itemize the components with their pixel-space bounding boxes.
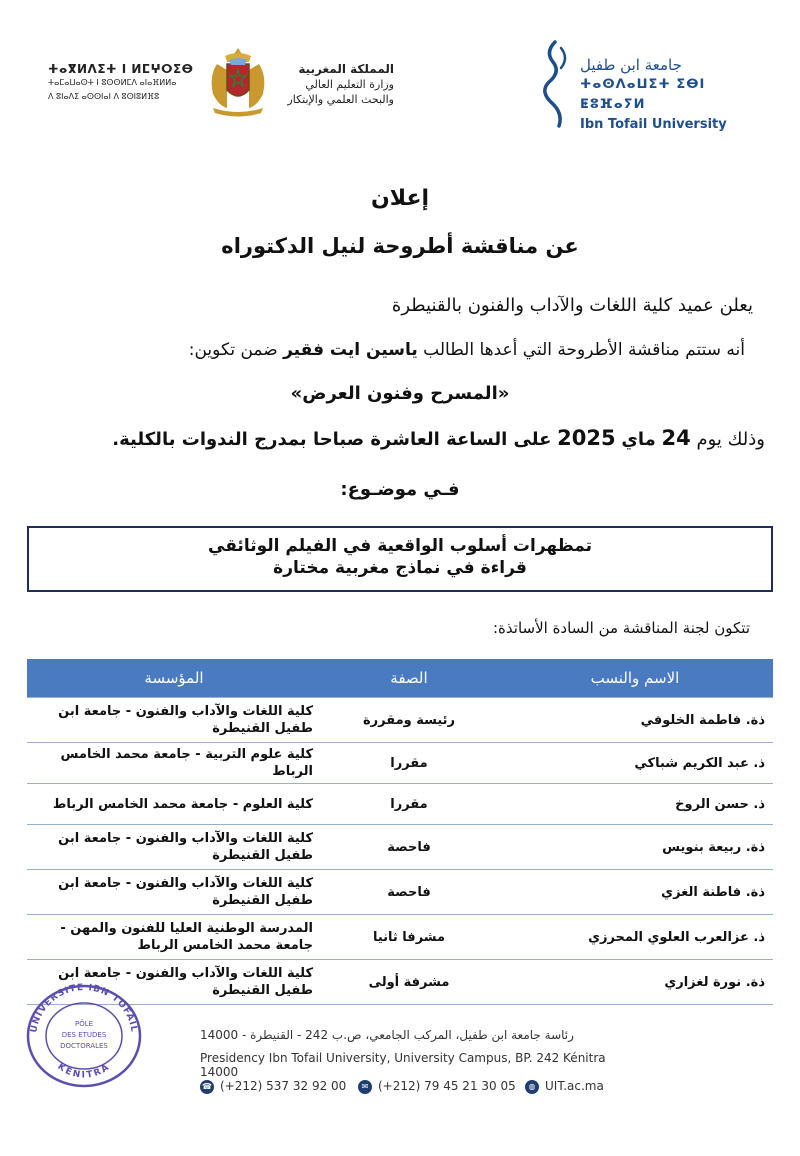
table-row xyxy=(27,743,773,784)
phone-icon: ☎ xyxy=(200,1080,214,1094)
page-title: إعلان xyxy=(370,186,430,211)
thesis-subject-line1: تمظهرات أسلوب الواقعية في الفيلم الوثائقي xyxy=(208,536,592,556)
stamp-inner-2: DES ETUDES xyxy=(61,1031,107,1039)
table-row xyxy=(27,784,773,825)
table-row xyxy=(27,870,773,915)
ministry-name-ar: المملكة المغربية وزارة التعليم العالي والبحث العلمي والإبتكار xyxy=(287,62,394,106)
date-line: وذلك يوم 24 ماي 2025 على الساعة العاشرة صباحا بمدرج الندوات بالكلية. xyxy=(112,426,765,450)
footer-address-ar: رئاسة جامعة ابن طفيل، المركب الجامعي، ص.ب 242 - القنيطرة - 14000 xyxy=(200,1028,574,1042)
jury-role: فاحصة xyxy=(321,825,497,870)
jury-name: ذ. حسن الروخ xyxy=(497,784,773,825)
student-line: أنه ستتم مناقشة الأطروحة التي أعدها الطالب ياسين ايت فقير ضمن تكوين: xyxy=(188,340,745,360)
topic-label: فـي موضـوع: xyxy=(340,479,460,500)
program-name: «المسرح وفنون العرض» xyxy=(290,383,510,404)
defense-month: ماي xyxy=(621,429,656,450)
jury-institution: كلية اللغات والآداب والفنون - جامعة ابن طفيل القنيطرة xyxy=(27,960,321,1005)
table-row xyxy=(27,825,773,870)
jury-role: مشرفة أولى xyxy=(321,960,497,1005)
jury-role: مقررا xyxy=(321,784,497,825)
column-header-institution: المؤسسة xyxy=(27,659,321,698)
kingdom-emblem-icon xyxy=(205,46,271,118)
jury-institution: كلية العلوم - جامعة محمد الخامس الرباط xyxy=(27,784,321,825)
stamp-inner-1: PÔLE xyxy=(74,1020,94,1028)
stamp-bottom-text: KENITRA xyxy=(55,1061,113,1081)
university-logo-icon xyxy=(535,38,575,130)
globe-icon: ◍ xyxy=(525,1080,539,1094)
jury-role: مقررا xyxy=(321,743,497,784)
jury-institution: كلية اللغات والآداب والفنون - جامعة ابن طفيل القنيطرة xyxy=(27,870,321,915)
jury-table xyxy=(27,659,773,1005)
table-header-row xyxy=(27,659,773,698)
svg-text:KENITRA xyxy=(55,1062,112,1081)
column-header-role: الصفة xyxy=(321,659,497,698)
jury-name: ذة. ربيعة بنويس xyxy=(497,825,773,870)
phone-contact: ☎ (+212) 537 32 92 00 xyxy=(200,1077,346,1095)
jury-name: ذة. فاطنة الغزي xyxy=(497,870,773,915)
jury-name: ذ. عزالعرب العلوي المحرزي xyxy=(497,915,773,960)
table-row xyxy=(27,915,773,960)
doctoral-studies-stamp xyxy=(22,980,146,1090)
page-subtitle: عن مناقشة أطروحة لنيل الدكتوراه xyxy=(221,234,579,258)
tifinagh-ministry-name: ⵜⴰⴳⵍⴷⵉⵜ ⵏ ⵍⵎⵖⵔⵉⴱ ⵜⴰⵎⴰⵡⴰⵙⵜ ⵏ ⵓⵙⵙⵍⵎⴷ ⴰⵏⴰⴼⵍⵍⴰ ⴷ ⵓⵏⴰⴷⵉ ⴰⵙⵙⵏⴰⵏ ⴷ ⵓⵙⵏⵓⵍⴼⵓ xyxy=(48,62,194,101)
jury-name: ذة. فاطمة الخلوفي xyxy=(497,698,773,743)
thesis-subject-box xyxy=(27,526,773,592)
footer-address-en: Presidency Ibn Tofail University, University Campus, BP. 242 Kénitra 14000 xyxy=(200,1051,606,1079)
student-name: ياسين ايت فقير xyxy=(283,340,418,360)
table-row xyxy=(27,698,773,743)
jury-role: فاحصة xyxy=(321,870,497,915)
jury-institution: كلية علوم التربية - جامعة محمد الخامس الرباط xyxy=(27,743,321,784)
jury-institution: كلية اللغات والآداب والفنون - جامعة ابن طفيل القنيطرة xyxy=(27,825,321,870)
column-header-name: الاسم والنسب xyxy=(497,659,773,698)
fax-contact: ✉ (+212) 79 45 21 30 05 xyxy=(358,1077,516,1095)
website-contact[interactable]: ◍ UIT.ac.ma xyxy=(525,1077,604,1095)
thesis-subject-line2: قراءة في نماذج مغربية مختارة xyxy=(273,558,527,578)
stamp-top-text: UNIVERSITE IBN TOFAIL xyxy=(29,982,139,1034)
fax-icon: ✉ xyxy=(358,1080,372,1094)
jury-institution: المدرسة الوطنية العليا للفنون والمهن - جامعة محمد الخامس الرباط xyxy=(27,915,321,960)
committee-intro: تتكون لجنة المناقشة من السادة الأساتذة: xyxy=(492,619,750,637)
defense-year: 2025 xyxy=(557,426,616,450)
stamp-inner-3: DOCTORALES xyxy=(60,1042,108,1050)
dean-announcement-line: يعلن عميد كلية اللغات والآداب والفنون بالقنيطرة xyxy=(391,295,753,316)
jury-name: ذ. عبد الكريم شباكي xyxy=(497,743,773,784)
defense-day: 24 xyxy=(661,426,691,450)
jury-institution: كلية اللغات والآداب والفنون - جامعة ابن طفيل القنيطرة xyxy=(27,698,321,743)
university-names: جامعة ابن طفيل ⵜⴰⵙⴷⴰⵡⵉⵜ ⵉⴱⵏ ⵟⵓⴼⴰⵢⵍ Ibn Tofail University xyxy=(580,56,727,132)
jury-role: رئيسة ومقررة xyxy=(321,698,497,743)
jury-role: مشرفا ثانيا xyxy=(321,915,497,960)
jury-name: ذة. نورة لغزاري xyxy=(497,960,773,1005)
